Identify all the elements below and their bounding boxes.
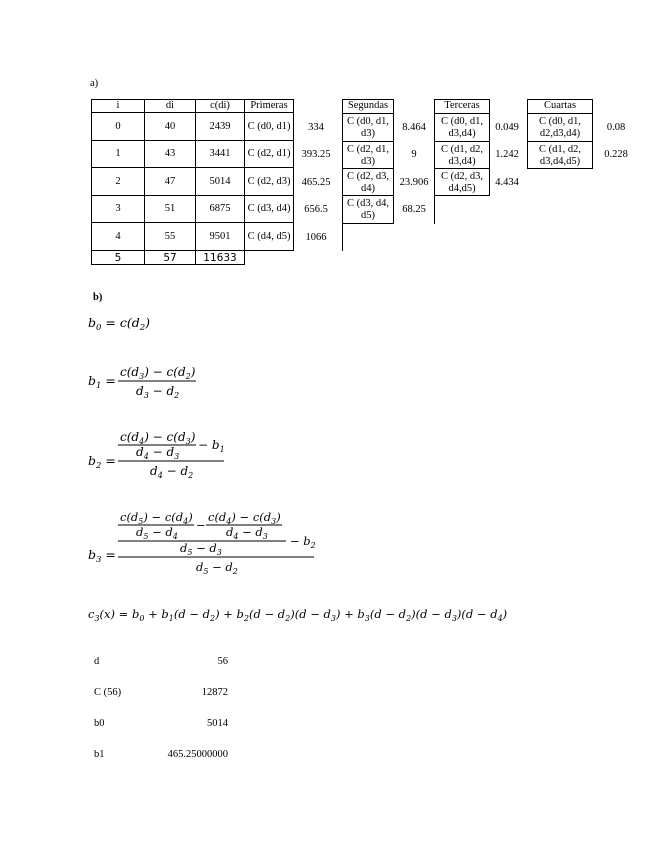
col-header-primeras: Primeras [245,100,294,113]
table-header-row [92,100,294,113]
cell-i: 2 [92,168,145,196]
empty-cell [245,251,294,265]
terceras-value: 0.049 [495,122,519,133]
cell-i: 5 [92,251,145,265]
main-table [91,99,294,265]
table-row [92,113,294,141]
terceras-label: C (d0, d1, d3,d4) [434,113,490,142]
result-key: b1 [94,749,105,760]
segundas-border [342,223,343,251]
svg-text:− b1: − $b_1$ [198,438,225,454]
segundas-value: 23.906 [399,177,429,188]
cell-i: 3 [92,196,145,223]
result-value: 465.25000000 [167,749,228,760]
svg-text:b1 =: $b_1$ = [88,373,116,391]
result-key: d [94,656,100,667]
col-header-di: di [145,100,196,113]
cell-di: 51 [145,196,196,223]
cell-cdi: 3441 [196,141,245,168]
cell-primeras-label: C (d4, d5) [245,223,294,251]
terceras-label: C (d1, d2, d3,d4) [434,141,490,169]
table-row [92,168,294,196]
formula-b1 [84,360,284,405]
cuartas-value: 0.08 [606,122,626,133]
svg-text:d5 − d4: $d_5 - d_4$ [136,525,178,541]
terceras-value: 4.434 [495,177,519,188]
segundas-value: 8.464 [402,122,426,133]
segundas-label: C (d2, d1, d3) [342,141,394,169]
svg-text:c(d4) − c(d3): $c(d_4) - c(d_3)$ [208,510,281,526]
cell-di: 55 [145,223,196,251]
cell-di: 40 [145,113,196,141]
cell-primeras-label: C (d0, d1) [245,113,294,141]
cell-cdi: 2439 [196,113,245,141]
svg-text:d4 − d3: $d_4 - d_3$ [226,525,268,541]
svg-text:c(d5) − c(d4): $c(d_5) - c(d_4)$ [120,510,193,526]
table-row-last [92,251,294,265]
primeras-value: 393.25 [301,149,331,160]
svg-text:−: − [196,518,206,532]
svg-text:d3 − d2: $d_3 - d_2$ [136,384,180,400]
cell-cdi: 11633 [196,251,245,265]
result-value: 56 [217,656,228,667]
svg-text:b3 =: $b_3$ = [88,547,116,565]
cell-primeras-label: C (d2, d3) [245,168,294,196]
cell-cdi: 6875 [196,196,245,223]
cuartas-value: 0.228 [604,149,628,160]
primeras-value: 1066 [305,232,327,243]
terceras-header: Terceras [434,99,490,114]
result-value: 5014 [207,718,228,729]
svg-text:c(d3) − c(d2): $c(d_3) - c(d_2)$ [120,365,196,381]
segundas-label: C (d2, d3, d4) [342,168,394,196]
cell-cdi: 9501 [196,223,245,251]
section-b-label: b) [93,292,103,303]
segundas-header: Segundas [342,99,394,114]
cuartas-label: C (d1, d2, d3,d4,d5) [527,141,593,169]
col-header-cdi: c(di) [196,100,245,113]
formula-b0 [84,305,344,335]
cell-i: 0 [92,113,145,141]
cell-cdi: 5014 [196,168,245,196]
result-key: b0 [94,718,105,729]
formula-c3 [84,600,534,628]
segundas-label: C (d0, d1, d3) [342,113,394,142]
table-row [92,141,294,168]
cell-di: 43 [145,141,196,168]
cell-di: 57 [145,251,196,265]
cuartas-label: C (d0, d1, d2,d3,d4) [527,113,593,142]
cell-di: 47 [145,168,196,196]
svg-text:b0 = c(d2): $b_0 = c(d_2)$ [88,315,151,333]
segundas-value: 9 [411,149,417,160]
svg-text:d5 − d2: $d_5 - d_2$ [196,560,238,576]
cell-i: 1 [92,141,145,168]
segundas-value: 68.25 [402,204,426,215]
svg-text:− b2: − $b_2$ [290,534,316,550]
table-row [92,196,294,223]
result-value: 12872 [201,687,228,698]
svg-text:b2 =: $b_2$ = [88,453,116,471]
terceras-border [434,195,435,224]
formula-b3 [84,505,334,580]
segundas-label: C (d3, d4, d5) [342,195,394,224]
primeras-value: 656.5 [304,204,328,215]
cell-i: 4 [92,223,145,251]
primeras-value: 334 [308,122,324,133]
terceras-value: 1.242 [495,149,519,160]
svg-text:d4 − d3: $d_4 - d_3$ [136,445,180,461]
cuartas-header: Cuartas [527,99,593,114]
terceras-label: C (d2, d3, d4,d5) [434,168,490,196]
cell-primeras-label: C (d3, d4) [245,196,294,223]
primeras-value: 465.25 [301,177,331,188]
result-key: C (56) [94,687,122,698]
svg-text:d4 − d2: $d_4 - d_2$ [150,464,194,480]
svg-text:c(d4) − c(d3): $c(d_4) - c(d_3)$ [120,430,196,446]
table-row [92,223,294,251]
svg-text:c3(x) = b0 + b1(d − d2) + b2(: $c_3(x) = b_0 + b_1(d - d_2) + b_2(d - d_2)(d - d_3) + b_3(d - d_2)(d - d_3)(d - d_4)$ [88,607,508,623]
formula-b2 [84,425,304,485]
cell-primeras-label: C (d2, d1) [245,141,294,168]
svg-text:d5 − d3: $d_5 - d_3$ [180,541,222,557]
col-header-i: i [92,100,145,113]
section-a-label: a) [90,78,99,89]
